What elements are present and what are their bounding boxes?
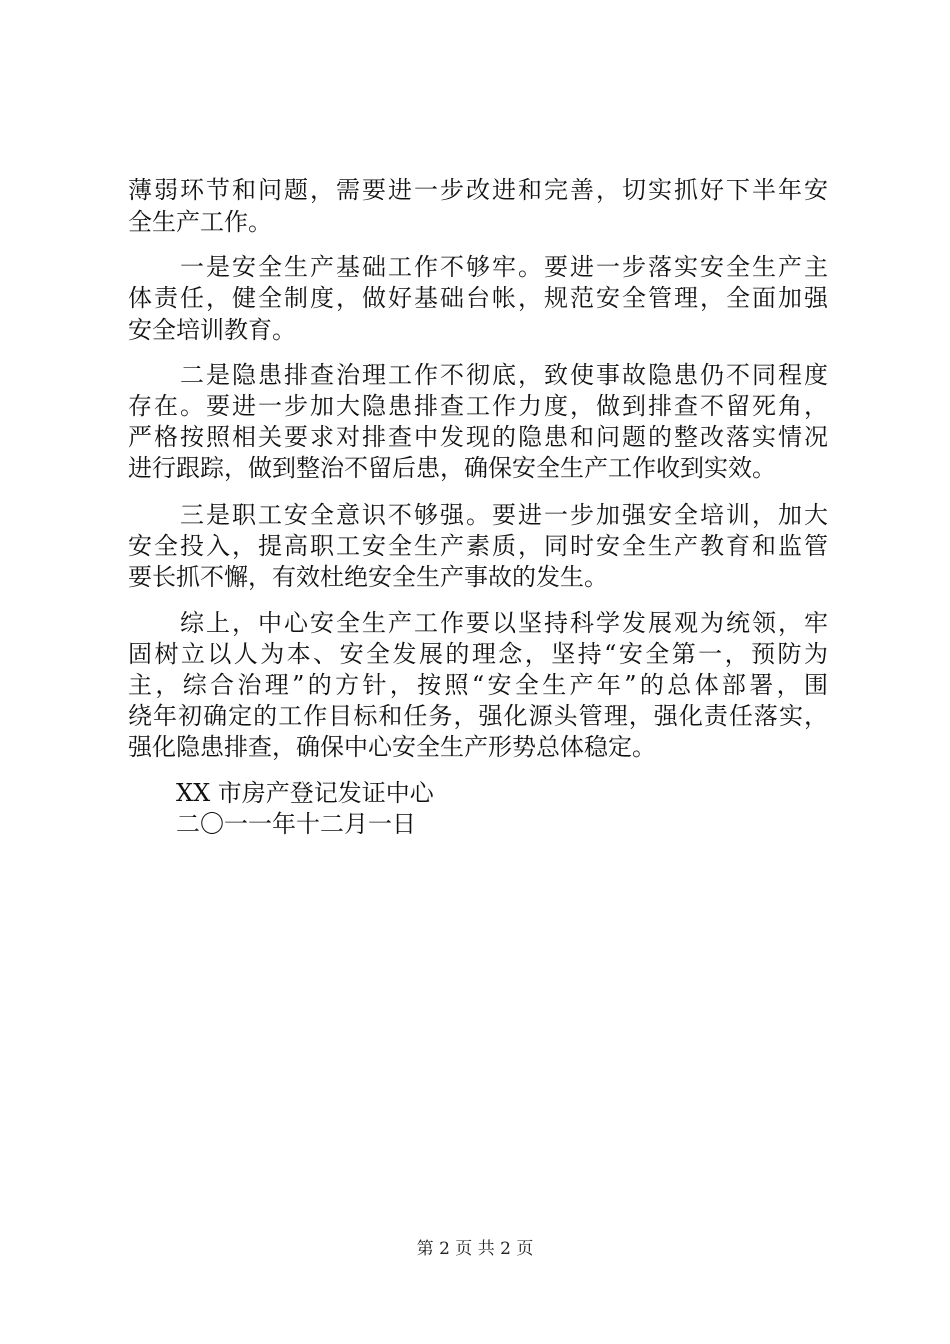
paragraph-line: 体责任，健全制度，做好基础台帐，规范安全管理，全面加强 bbox=[128, 284, 828, 312]
paragraph-line: 安全培训教育。 bbox=[128, 316, 296, 344]
signoff-organization: XX 市房产登记发证中心 bbox=[176, 779, 434, 807]
paragraph-line: 三是职工安全意识不够强。要进一步加强安全培训，加大 bbox=[128, 501, 828, 529]
paragraph-line: 一是安全生产基础工作不够牢。要进一步落实安全生产主 bbox=[128, 253, 828, 281]
paragraph-line: 存在。要进一步加大隐患排查工作力度，做到排查不留死角， bbox=[128, 392, 828, 420]
paragraph-line: 全生产工作。 bbox=[128, 208, 272, 236]
paragraph-line: 严格按照相关要求对排查中发现的隐患和问题的整改落实情况 bbox=[128, 423, 828, 451]
paragraph-line: 二是隐患排查治理工作不彻底，致使事故隐患仍不同程度 bbox=[128, 361, 828, 389]
paragraph-line: 绕年初确定的工作目标和任务，强化源头管理，强化责任落实， bbox=[128, 702, 828, 730]
paragraph-line: 综上，中心安全生产工作要以坚持科学发展观为统领，牢 bbox=[128, 609, 828, 637]
paragraph-line: 安全投入，提高职工安全生产素质，同时安全生产教育和监管 bbox=[128, 532, 828, 560]
paragraph-line: 固树立以人为本、安全发展的理念，坚持“安全第一，预防为 bbox=[128, 640, 828, 668]
paragraph-line: 主，综合治理”的方针，按照“安全生产年”的总体部署，围 bbox=[128, 671, 828, 699]
signoff-date: 二〇一一年十二月一日 bbox=[176, 810, 416, 838]
paragraph-line: 薄弱环节和问题，需要进一步改进和完善，切实抓好下半年安 bbox=[128, 176, 828, 204]
page-footer: 第 2 页 共 2 页 bbox=[416, 1239, 534, 1259]
paragraph-line: 进行跟踪，做到整治不留后患，确保安全生产工作收到实效。 bbox=[128, 454, 776, 482]
paragraph-line: 要长抓不懈，有效杜绝安全生产事故的发生。 bbox=[128, 563, 608, 591]
paragraph-line: 强化隐患排查，确保中心安全生产形势总体稳定。 bbox=[128, 733, 656, 761]
